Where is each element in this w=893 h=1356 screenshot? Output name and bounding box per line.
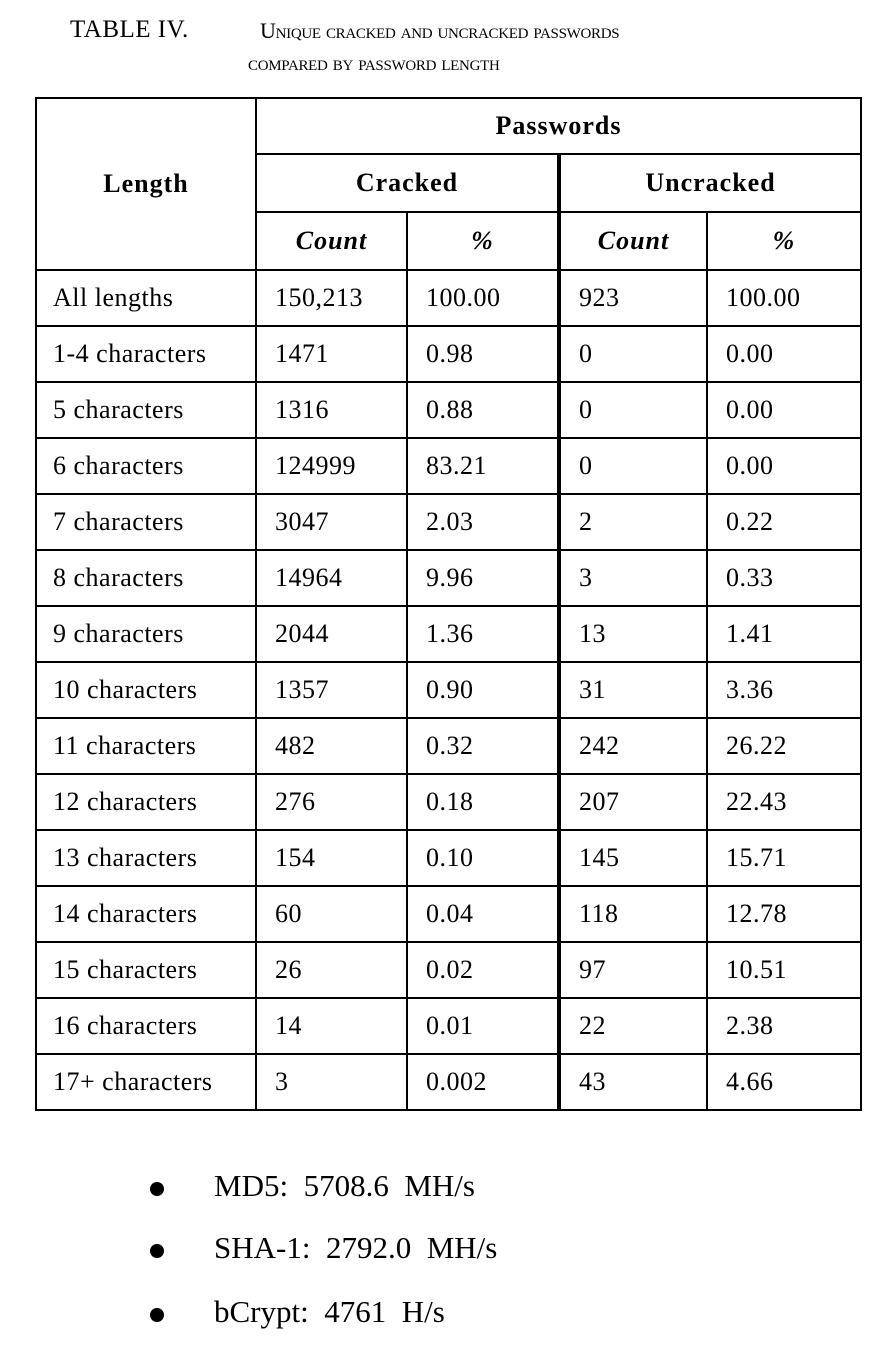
cell-cracked-count: 2044 <box>256 606 407 662</box>
cell-uncracked-percent: 22.43 <box>707 774 861 830</box>
cell-cracked-count: 3 <box>256 1054 407 1110</box>
cell-uncracked-count: 22 <box>559 998 707 1054</box>
table-row <box>36 718 861 774</box>
list-item-text: SHA-1: 2792.0 MH/s <box>214 1230 498 1265</box>
table-row <box>36 774 861 830</box>
cell-uncracked-count: 0 <box>559 438 707 494</box>
cell-uncracked-percent: 100.00 <box>707 270 861 326</box>
bullet-icon <box>150 1182 164 1196</box>
cell-cracked-count: 60 <box>256 886 407 942</box>
header-uncracked: Uncracked <box>559 154 861 212</box>
cell-uncracked-percent: 0.00 <box>707 326 861 382</box>
table-caption <box>0 16 893 86</box>
header-cracked-count: Count <box>256 212 407 270</box>
list-item <box>0 1230 893 1280</box>
cell-uncracked-percent: 0.22 <box>707 494 861 550</box>
cell-cracked-percent: 0.02 <box>407 942 559 998</box>
cell-length: 10 characters <box>36 662 256 718</box>
cell-uncracked-percent: 12.78 <box>707 886 861 942</box>
cell-length: 14 characters <box>36 886 256 942</box>
cell-cracked-count: 14964 <box>256 550 407 606</box>
cell-cracked-percent: 83.21 <box>407 438 559 494</box>
cell-uncracked-percent: 2.38 <box>707 998 861 1054</box>
cell-uncracked-count: 118 <box>559 886 707 942</box>
table-row <box>36 830 861 886</box>
cell-cracked-percent: 0.04 <box>407 886 559 942</box>
cell-cracked-percent: 0.98 <box>407 326 559 382</box>
cell-length: 7 characters <box>36 494 256 550</box>
list-item <box>0 1294 893 1344</box>
bullet-icon <box>150 1244 164 1258</box>
password-length-table <box>35 97 860 1111</box>
cell-uncracked-count: 242 <box>559 718 707 774</box>
header-uncracked-percent: % <box>707 212 861 270</box>
table-row <box>36 438 861 494</box>
cell-cracked-percent: 0.10 <box>407 830 559 886</box>
table-row <box>36 662 861 718</box>
cell-uncracked-count: 0 <box>559 326 707 382</box>
cell-cracked-percent: 0.88 <box>407 382 559 438</box>
cell-length: 1-4 characters <box>36 326 256 382</box>
cell-cracked-count: 26 <box>256 942 407 998</box>
cell-length: 5 characters <box>36 382 256 438</box>
header-cracked: Cracked <box>256 154 559 212</box>
cell-length: 17+ characters <box>36 1054 256 1110</box>
table-row <box>36 998 861 1054</box>
cell-cracked-count: 276 <box>256 774 407 830</box>
cell-length: 6 characters <box>36 438 256 494</box>
cell-cracked-count: 3047 <box>256 494 407 550</box>
list-item-text: bCrypt: 4761 H/s <box>214 1294 445 1329</box>
cell-cracked-count: 124999 <box>256 438 407 494</box>
table-row <box>36 886 861 942</box>
cell-uncracked-count: 43 <box>559 1054 707 1110</box>
cell-length: 11 characters <box>36 718 256 774</box>
table-row <box>36 942 861 998</box>
cell-uncracked-percent: 0.00 <box>707 382 861 438</box>
table-row <box>36 270 861 326</box>
list-item-text: MD5: 5708.6 MH/s <box>214 1168 475 1203</box>
cell-uncracked-percent: 10.51 <box>707 942 861 998</box>
cell-cracked-percent: 100.00 <box>407 270 559 326</box>
cell-uncracked-percent: 26.22 <box>707 718 861 774</box>
cell-cracked-percent: 0.18 <box>407 774 559 830</box>
cell-uncracked-percent: 0.33 <box>707 550 861 606</box>
cell-cracked-percent: 0.32 <box>407 718 559 774</box>
cell-cracked-percent: 0.01 <box>407 998 559 1054</box>
cell-cracked-count: 1316 <box>256 382 407 438</box>
table-row <box>36 550 861 606</box>
bullet-icon <box>150 1308 164 1322</box>
cell-uncracked-count: 0 <box>559 382 707 438</box>
header-passwords: Passwords <box>256 98 861 154</box>
cell-length: 16 characters <box>36 998 256 1054</box>
cell-cracked-count: 14 <box>256 998 407 1054</box>
table-caption-title-line-1: Unique cracked and uncracked passwords <box>260 18 620 43</box>
cell-cracked-count: 1357 <box>256 662 407 718</box>
cell-uncracked-count: 3 <box>559 550 707 606</box>
header-uncracked-count: Count <box>559 212 707 270</box>
cell-cracked-count: 150,213 <box>256 270 407 326</box>
cell-uncracked-percent: 0.00 <box>707 438 861 494</box>
table-caption-label: TABLE IV. <box>70 16 189 43</box>
cell-cracked-percent: 0.002 <box>407 1054 559 1110</box>
table-row <box>36 326 861 382</box>
header-row-group <box>36 98 861 154</box>
header-cracked-percent: % <box>407 212 559 270</box>
cell-uncracked-count: 97 <box>559 942 707 998</box>
table-row <box>36 494 861 550</box>
cell-length: 8 characters <box>36 550 256 606</box>
cell-cracked-percent: 9.96 <box>407 550 559 606</box>
list-item <box>0 1168 893 1218</box>
cell-length: 12 characters <box>36 774 256 830</box>
cell-uncracked-count: 145 <box>559 830 707 886</box>
table-row <box>36 606 861 662</box>
table-row <box>36 1054 861 1110</box>
cell-length: All lengths <box>36 270 256 326</box>
cell-cracked-count: 1471 <box>256 326 407 382</box>
cell-uncracked-count: 923 <box>559 270 707 326</box>
cell-length: 13 characters <box>36 830 256 886</box>
cell-cracked-count: 154 <box>256 830 407 886</box>
cell-uncracked-percent: 1.41 <box>707 606 861 662</box>
cell-cracked-percent: 1.36 <box>407 606 559 662</box>
cell-uncracked-percent: 15.71 <box>707 830 861 886</box>
cell-uncracked-count: 13 <box>559 606 707 662</box>
table-caption-title-line-2: compared by password length <box>248 50 500 75</box>
cell-cracked-percent: 2.03 <box>407 494 559 550</box>
cell-uncracked-count: 2 <box>559 494 707 550</box>
cell-length: 15 characters <box>36 942 256 998</box>
cell-uncracked-percent: 3.36 <box>707 662 861 718</box>
cell-length: 9 characters <box>36 606 256 662</box>
table-row <box>36 382 861 438</box>
cell-uncracked-percent: 4.66 <box>707 1054 861 1110</box>
cell-uncracked-count: 31 <box>559 662 707 718</box>
header-length: Length <box>36 98 256 270</box>
cell-cracked-count: 482 <box>256 718 407 774</box>
cell-cracked-percent: 0.90 <box>407 662 559 718</box>
cell-uncracked-count: 207 <box>559 774 707 830</box>
